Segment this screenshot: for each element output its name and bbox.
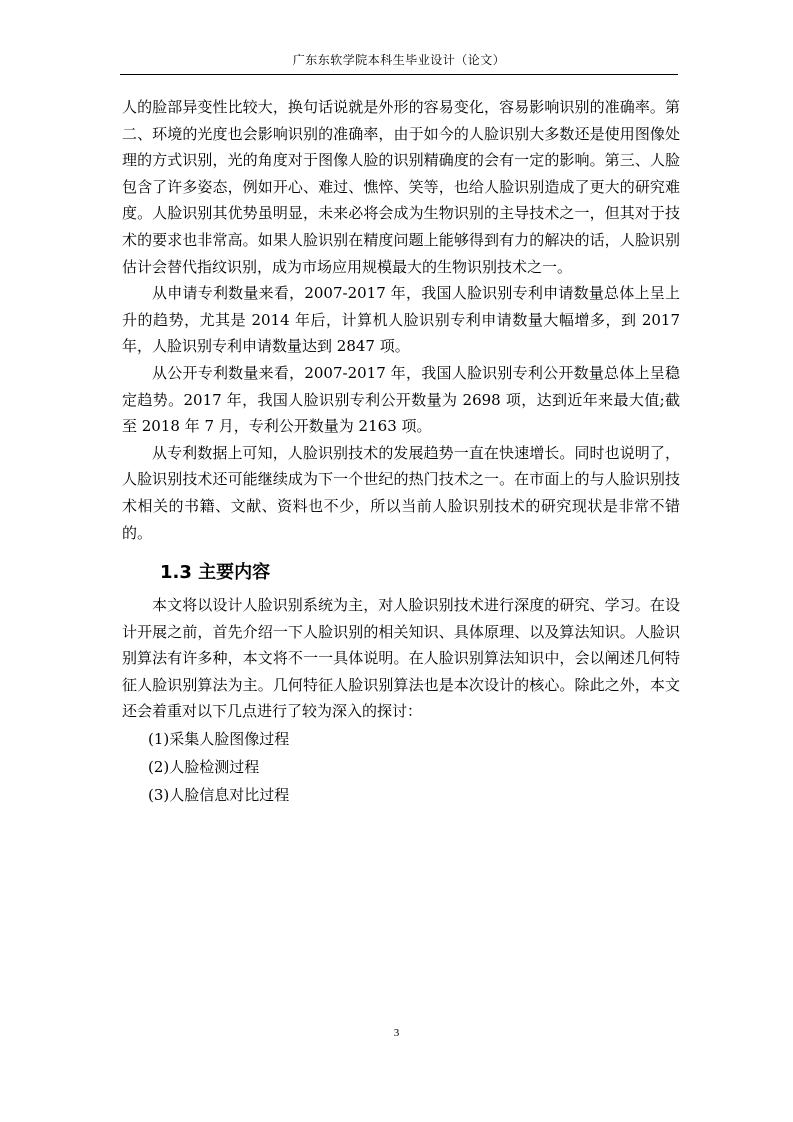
document-body (122, 94, 680, 809)
section-heading: 1.3 主要内容 (160, 562, 271, 584)
page-header: 广东东软学院本科生毕业设计（论文） (292, 53, 506, 67)
paragraph: 本文将以设计人脸识别系统为主，对人脸识别技术进行深度的研究、学习。在设计开展之前，首先介绍一下人脸识别的相关知识、具体原理、以及算法知识。人脸识别算法有许多种，本文将不一一具体说明。在人脸识别算法知识中，会以阐述几何特征人脸识别算法为主。几何特征人脸识别算法也是本次设计的核心。除此之外，本文还会着重对以下几点进行了较为深入的探讨： (122, 596, 680, 721)
list-item: (1)采集人脸图像过程 (148, 730, 290, 749)
page-number: 3 (393, 1027, 400, 1039)
paragraph: 从公开专利数量来看，2007-2017 年，我国人脸识别专利公开数量总体上呈稳定趋势。2017 年，我国人脸识别专利公开数量为 2698 项，达到近年来最大值;截至 2018 年 7 月，专利公开数量为 2163 项。 (122, 363, 680, 436)
paragraph: 从申请专利数量来看，2007-2017 年，我国人脸识别专利申请数量总体上呈上升的趋势，尤其是 2014 年后，计算机人脸识别专利申请数量大幅增多，到 2017 年，人脸识别专利申请数量达到 2847 项。 (122, 284, 680, 356)
list-item: (2)人脸检测过程 (148, 758, 260, 777)
paragraph: 人的脸部异变性比较大，换句话说就是外形的容易变化，容易影响识别的准确率。第二、环境的光度也会影响识别的准确率，由于如今的人脸识别大多数还是使用图像处理的方式识别，光的角度对于图像人脸的识别精确度的会有一定的影响。第三、人脸包含了许多姿态，例如开心、难过、憔悴、笑等，也给人脸识别造成了更大的研究难度。人脸识别其优势虽明显，未来必将会成为生物识别的主导技术之一，但其对于技术的要求也非常高。如果人脸识别在精度问题上能够得到有力的解决的话，人脸识别估计会替代指纹识别，成为市场应用规模最大的生物识别技术之一。 (122, 98, 680, 276)
paragraph: 从专利数据上可知，人脸识别技术的发展趋势一直在快速增长。同时也说明了，人脸识别技术还可能继续成为下一个世纪的热门技术之一。在市面上的与人脸识别技术相关的书籍、文献、资料也不少，所以当前人脸识别技术的研究现状是非常不错的。 (122, 443, 680, 542)
header-divider (120, 74, 678, 75)
list (122, 725, 680, 809)
list-item: (3)人脸信息对比过程 (148, 786, 290, 805)
